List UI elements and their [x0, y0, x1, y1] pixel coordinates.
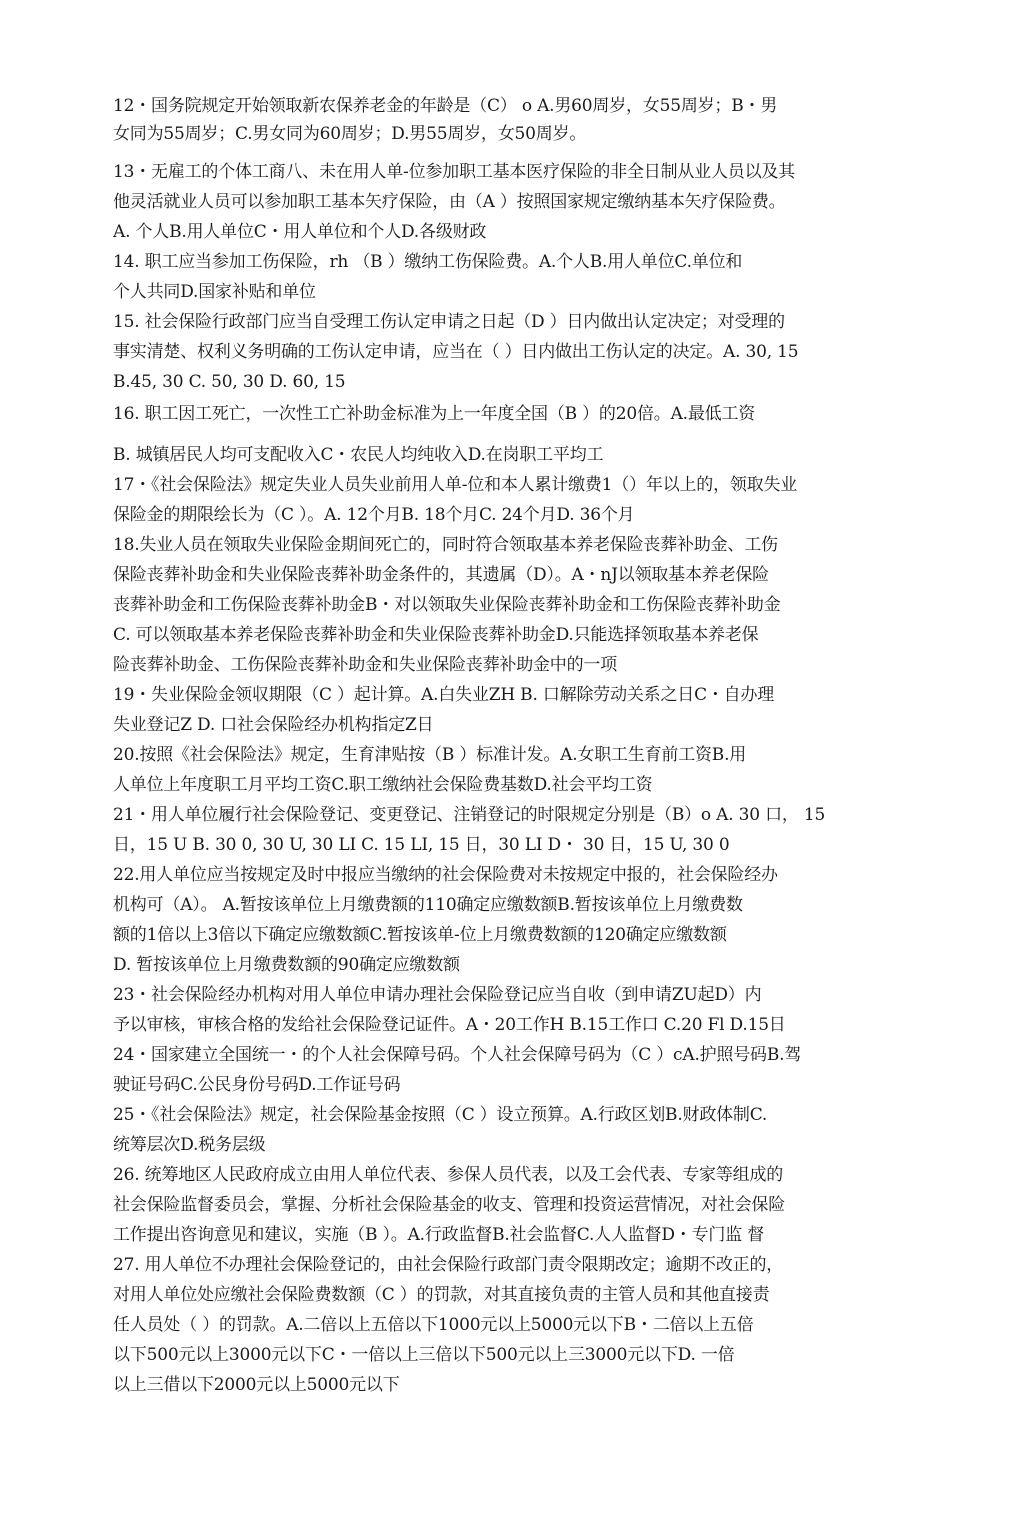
- text-line: 社会保险监督委员会，掌握、分析社会保险基金的收支、管理和投资运营情况，对社会保险: [113, 1195, 785, 1215]
- text-line: B. 城镇居民人均可支配收入C・农民人均纯收入D.在岗职工平均工: [113, 445, 604, 465]
- text-line: 20.按照《社会保险法》规定，生育津贴按（B ）标准计发。A.女职工生育前工资B.用: [113, 745, 747, 765]
- text-line: 他灵活就业人员可以参加职工基本矢疗保险，由（A ）按照国家规定缴纳基本矢疗保险费。: [113, 192, 786, 212]
- text-line: 以下500元以上3000元以下C・一倍以上三倍以下500元以上三3000元以下D. 一倍: [113, 1345, 735, 1365]
- text-line: 14. 职工应当参加工伤保险，rh （B ）缴纳工伤保险费。A.个人B.用人单位C.单位和: [113, 252, 743, 272]
- text-line: 失业登记Z D. 口社会保险经办机构指定Z日: [113, 715, 434, 735]
- text-line: 对用人单位处应缴社会保险费数额（C ）的罚款，对其直接负责的主管人员和其他直接责: [113, 1285, 770, 1305]
- text-line: 额的1倍以上3倍以下确定应缴数额C.暂按该单-位上月缴费数额的120确定应缴数额: [113, 925, 727, 945]
- text-line: 女同为55周岁；C.男女同为60周岁；D.男55周岁，女50周岁。: [113, 124, 587, 144]
- text-line: 日，15 U B. 30 0, 30 U, 30 LI C. 15 LI, 15 日，30 LI D・ 30 日，15 U, 30 0: [113, 835, 730, 855]
- text-line: 23・社会保险经办机构对用人单位申请办理社会保险登记应当自收（到申请ZU起D）内: [113, 985, 762, 1005]
- text-line: 保险丧葬补助金和失业保险丧葬补助金条件的，其遗属（D）。A・nJ以领取基本养老保险: [113, 565, 769, 585]
- text-line: 个人共同D.国家补贴和单位: [113, 282, 316, 302]
- text-line: A. 个人B.用人单位C・用人单位和个人D.各级财政: [113, 222, 487, 242]
- text-line: 驶证号码C.公民身份号码D.工作证号码: [113, 1075, 401, 1095]
- text-line: 机构可（A）。 A.暂按该单位上月缴费额的110确定应缴数额B.暂按该单位上月缴费数: [113, 895, 743, 915]
- text-line: 15. 社会保险行政部门应当自受理工伤认定申请之日起（D ）日内做出认定决定；对受理的: [113, 312, 785, 332]
- text-line: 26. 统筹地区人民政府成立由用人单位代表、参保人员代表，以及工会代表、专家等组成的: [113, 1165, 784, 1185]
- text-line: 19・失业保险金领収期限（C ）起计算。A.白失业ZH B. 口解除劳动关系之日C・自办理: [113, 685, 775, 705]
- text-line: 21・用人单位履行社会保险登记、变更登记、注销登记的时限规定分别是（B）o A. 30 口， 15: [113, 805, 826, 825]
- text-line: 保险金的期限绘长为（C ）。A. 12个月B. 18个月C. 24个月D. 36个月: [113, 505, 635, 525]
- text-line: 22.用人单位应当按规定及时中报应当缴纳的社会保险费对未按规定中报的，社会保险经办: [113, 865, 778, 885]
- text-line: 统筹层次D.税务层级: [113, 1135, 266, 1155]
- text-line: 予以审核，审核合格的发给社会保险登记证件。A・20工作H B.15工作口 C.20 Fl D.15日: [113, 1015, 786, 1035]
- text-line: B.45, 30 C. 50, 30 D. 60, 15: [113, 372, 346, 392]
- text-line: C. 可以领取基本养老保险丧葬补助金和失业保险丧葬补助金D.只能选择领取基本养老保: [113, 625, 759, 645]
- text-line: 事实清楚、权利义务明确的工伤认定申请，应当在（ ）日内做出工伤认定的决定。A. 30, 15: [113, 342, 799, 362]
- text-line: 以上三借以下2000元以上5000元以下: [113, 1375, 400, 1395]
- text-line: 13・无雇工的个体工商八、未在用人单-位参加职工基本医疗保险的非全日制从业人员以及其: [113, 162, 795, 182]
- text-line: 25・《社会保险法》规定，社会保险基金按照（C ）设立预算。A.行政区划B.财政体制C.: [113, 1105, 768, 1125]
- text-line: 27. 用人单位不办理社会保险登记的，由社会保险行政部门责令限期改定；逾期不改正的，: [113, 1255, 784, 1275]
- text-line: 人单位上年度职工月平均工资C.职工缴纳社会保险费基数D.社会平均工资: [113, 775, 653, 795]
- text-line: 16. 职工因工死亡，一次性工亡补助金标准为上一年度全国（B ）的20倍。A.最低工资: [113, 404, 756, 424]
- text-line: 任人员处（ ）的罚款。A.二倍以上五倍以下1000元以上5000元以下B・二倍以上五倍: [113, 1315, 754, 1335]
- text-line: 17・《社会保险法》规定失业人员失业前用人单-位和本人累计缴费1（）年以上的，领取失业: [113, 475, 798, 495]
- text-line: 12・国务院规定开始领取新农保养老金的年龄是（C） o A.男60周岁，女55周岁；B・男: [113, 96, 778, 116]
- text-line: 18.失业人员在领取失业保险金期间死亡的，同时符合领取基本养老保险丧葬补助金、工伤: [113, 535, 778, 555]
- text-line: 险丧葬补助金、工伤保险丧葬补助金和失业保险丧葬补助金中的一项: [113, 655, 617, 675]
- text-line: 工作提出咨询意见和建议，实施（B ）。A.行政监督B.社会监督C.人人监督D・专门监 督: [113, 1225, 765, 1245]
- text-line: 24・国家建立全国统一・的个人社会保障号码。个人社会保障号码为（C ）cA.护照号码B.驾: [113, 1045, 802, 1065]
- text-line: 丧葬补助金和工伤保险丧葬补助金B・对以领取失业保险丧葬补助金和工伤保险丧葬补助金: [113, 595, 781, 615]
- text-line: D. 暂按该单位上月缴费数额的90确定应缴数额: [113, 955, 460, 975]
